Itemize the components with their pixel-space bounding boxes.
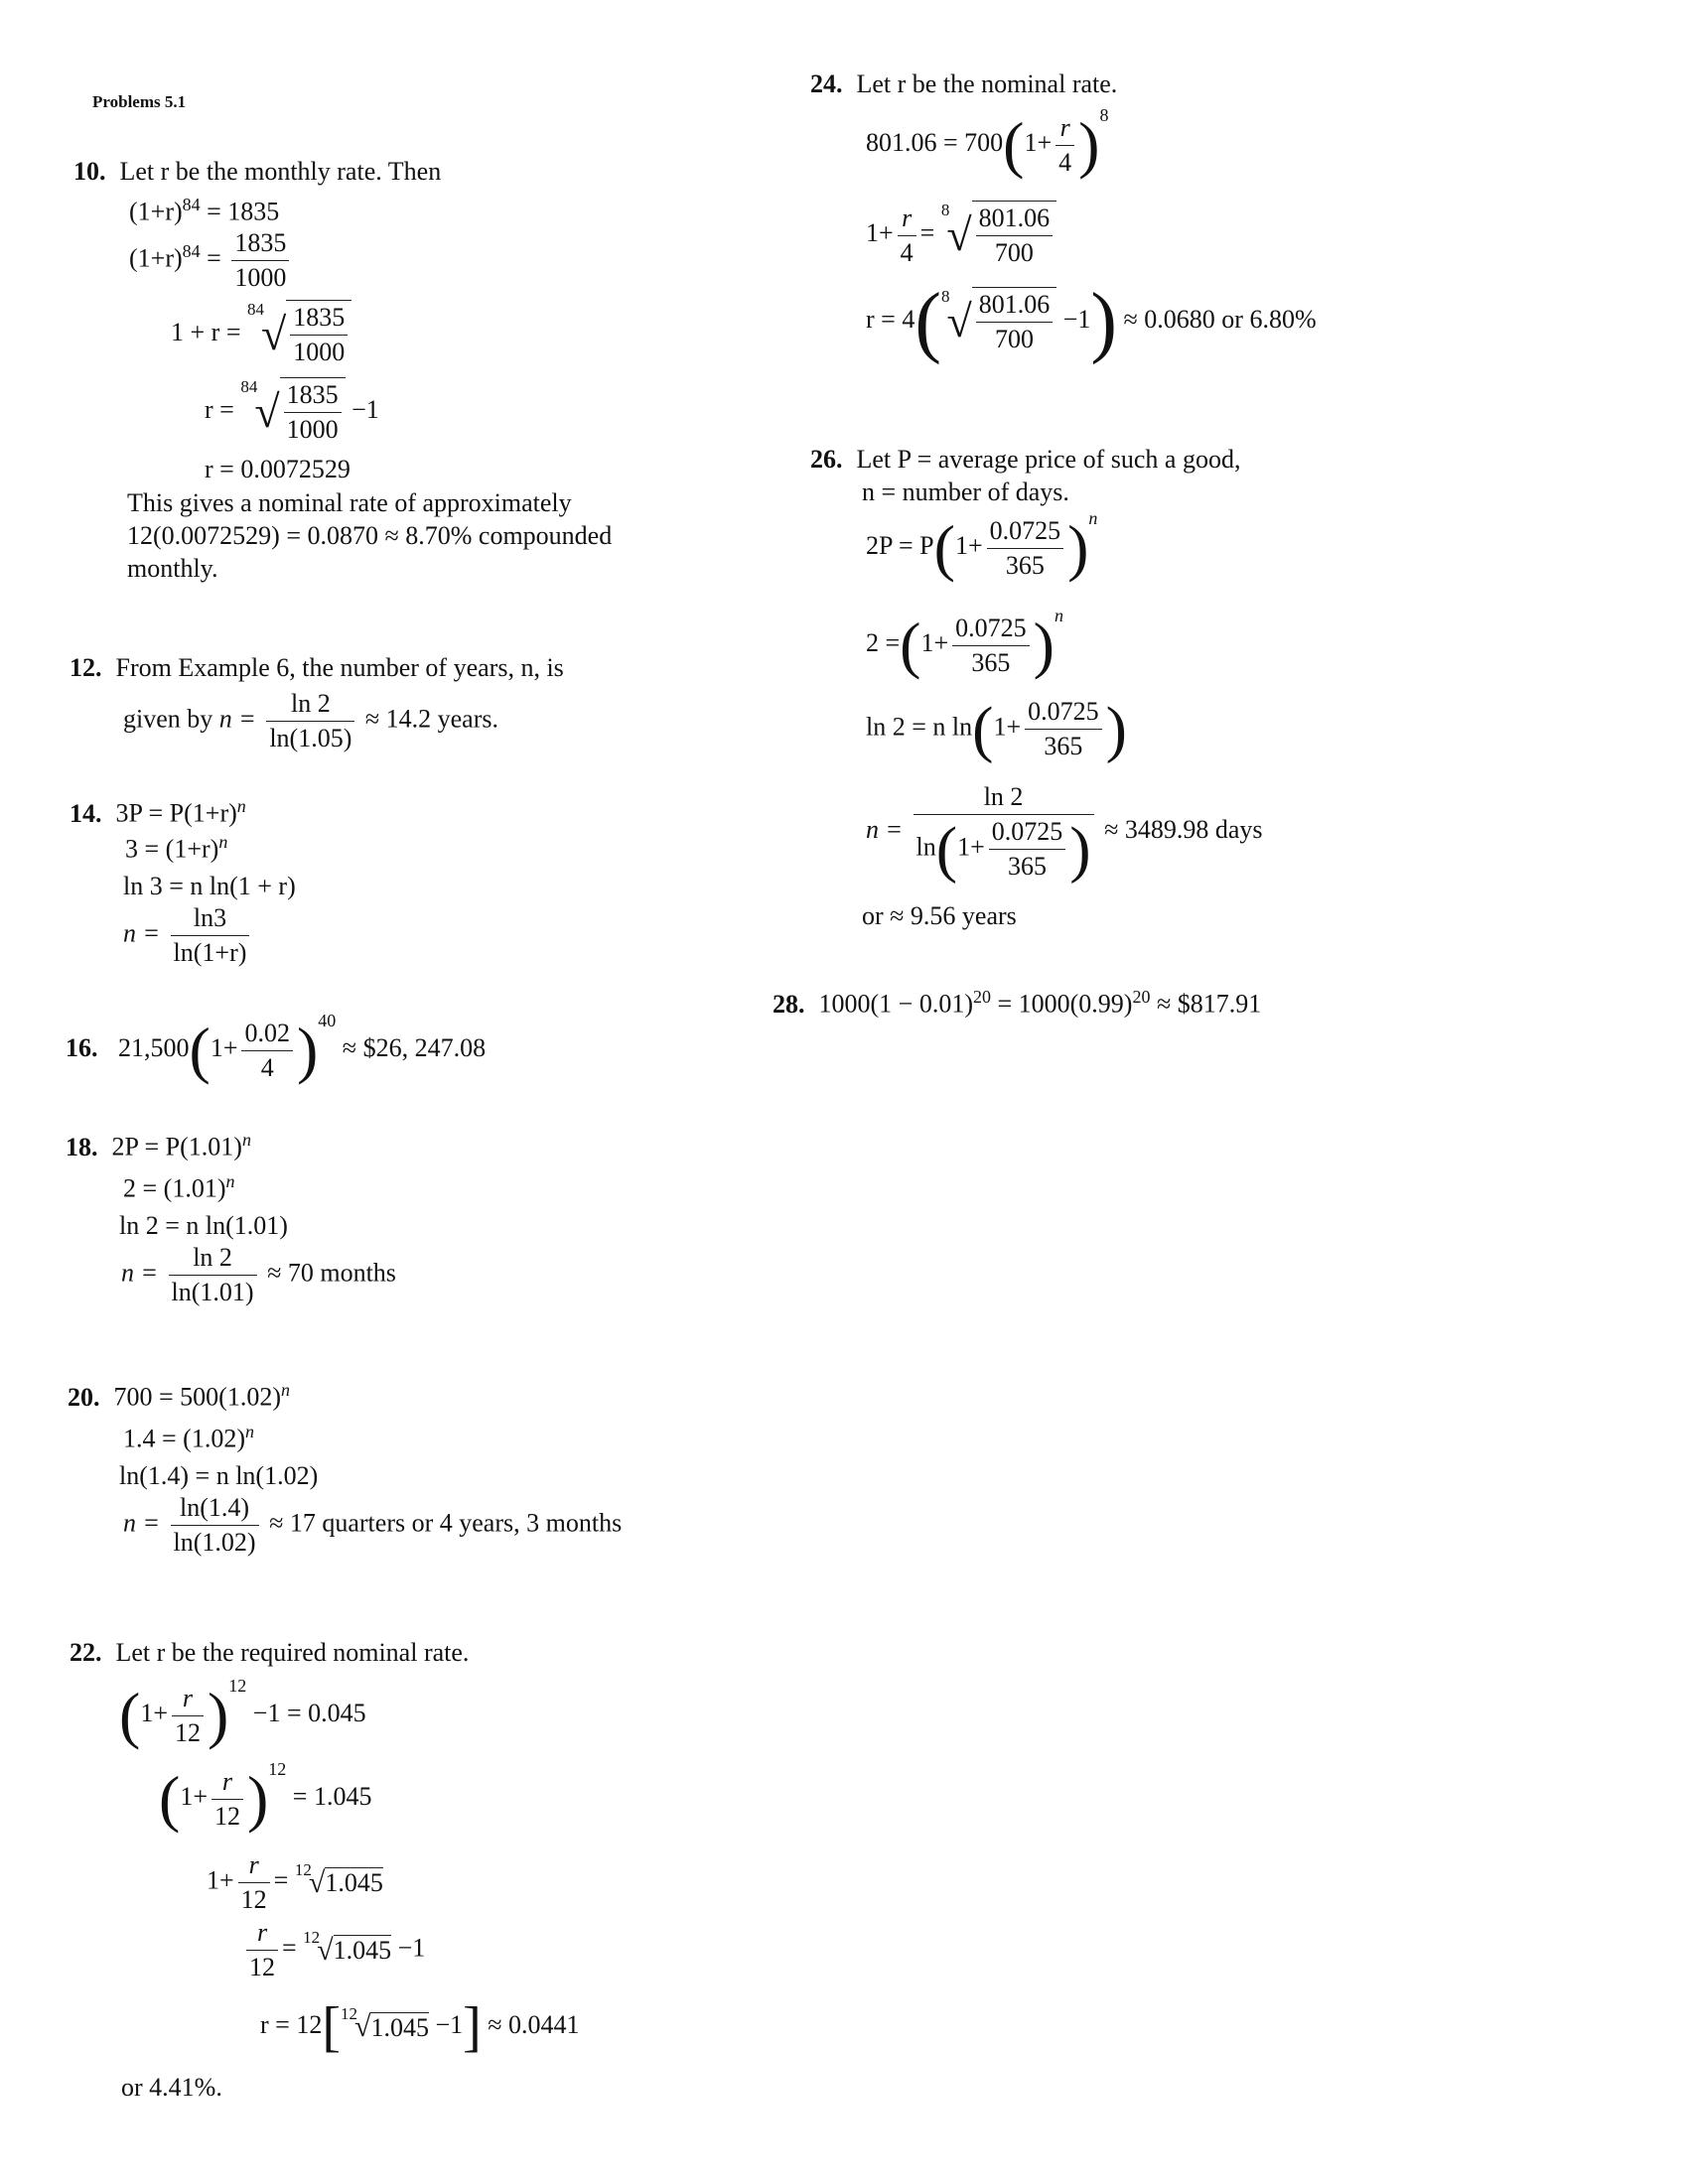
p24-eq2 xyxy=(866,201,1056,270)
p22-eq2-exp: 12 xyxy=(268,1759,287,1779)
problem-12-number: 12. xyxy=(70,653,102,682)
p24-eq2-rad-den: 700 xyxy=(994,238,1034,267)
p20-eq1-text: 700 = 500(1.02) xyxy=(113,1382,281,1412)
p16-den: 4 xyxy=(260,1052,274,1082)
p22-eq5-result: ≈ 0.0441 xyxy=(488,2009,580,2039)
p26-eq2-den: 365 xyxy=(971,647,1011,677)
page-header: Problems 5.1 xyxy=(92,92,187,111)
p26-result: ≈ 3489.98 days xyxy=(1104,814,1263,844)
p22-eq2-rhs: = 1.045 xyxy=(292,1782,372,1811)
p10-eq4-num: 1835 xyxy=(284,378,342,413)
p24-eq3-lhs: r = 4 xyxy=(866,304,915,334)
p14-eq2 xyxy=(125,832,227,865)
p24-eq2-root xyxy=(941,201,1056,270)
left-paren-icon: ( xyxy=(972,693,994,764)
p10-eq1-exp: 84 xyxy=(182,195,201,214)
p22-eq3-eq: = xyxy=(273,1865,295,1895)
p24-eq3-root-index: 8 xyxy=(940,287,950,306)
problem-10-text: Let r be the monthly rate. Then xyxy=(119,157,442,186)
p22-eq1-one-plus: 1+ xyxy=(140,1699,168,1727)
p12-n-eq: n = xyxy=(218,704,256,734)
p12-eq xyxy=(123,687,498,755)
p26-eq2-num: 0.0725 xyxy=(952,612,1030,646)
p22-eq1-num: r xyxy=(172,1682,204,1716)
p10-eq1-rhs: = 1835 xyxy=(207,197,280,226)
p22-eq4 xyxy=(242,1916,425,1984)
p26-eq2 xyxy=(866,606,1063,680)
right-paren-icon: ) xyxy=(1033,610,1055,681)
p26-eq3-den: 365 xyxy=(1044,732,1083,760)
p18-result: ≈ 70 months xyxy=(267,1258,396,1288)
p10-eq3-num: 1835 xyxy=(290,301,348,336)
p22-eq5-minus: −1 xyxy=(435,2009,464,2039)
p22-eq3-one-plus: 1+ xyxy=(207,1865,234,1895)
right-paren-icon: ) xyxy=(246,1763,269,1835)
p22-eq3-root xyxy=(295,1860,383,1906)
problem-24-number: 24. xyxy=(810,69,843,98)
p20-n-eq: n = xyxy=(123,1508,161,1538)
p14-eq3: ln 3 = n ln(1 + r) xyxy=(123,872,296,900)
p16-exp: 40 xyxy=(318,1011,337,1030)
p26-eq2-lhs: 2 = xyxy=(866,628,901,657)
right-paren-icon: ) xyxy=(207,1680,229,1751)
p18-num: ln 2 xyxy=(169,1241,257,1276)
p10-eq3-lhs: 1 + r = xyxy=(171,317,241,346)
p26-eq4-num: ln 2 xyxy=(914,780,1094,815)
p26-eq4-den xyxy=(914,815,1094,884)
left-paren-icon: ( xyxy=(119,1680,141,1751)
p26-eq4-den-den: 365 xyxy=(1008,852,1048,881)
p10-conclusion-line3: monthly. xyxy=(127,554,218,583)
p24-eq2-root-index: 8 xyxy=(940,201,950,219)
p22-eq1-den: 12 xyxy=(174,1717,201,1747)
p26-eq3-lhs: ln 2 = n ln xyxy=(866,712,973,742)
radical-sign-icon: √ xyxy=(308,1865,326,1899)
p24-eq1-exp: 8 xyxy=(1099,105,1109,125)
p26-eq2-exp: n xyxy=(1054,606,1063,625)
p24-eq2-rad-frac xyxy=(976,202,1054,270)
p22-eq5-lhs: r = 12 xyxy=(260,2009,323,2039)
left-paren-icon: ( xyxy=(933,512,955,584)
p26-eq1 xyxy=(866,508,1097,583)
p10-eq2: $(1+r)^{84}$ = $\frac{1835}{1000}$ xyxy=(129,226,293,295)
p22-eq3-radicand: 1.045 xyxy=(325,1868,383,1897)
problem-24-text: Let r be the nominal rate. xyxy=(856,69,1118,98)
p10-eq4-root-index: 84 xyxy=(240,377,258,396)
p26-eq4 xyxy=(866,780,1263,884)
p20-eq1 xyxy=(68,1374,290,1414)
p22-eq4-den: 12 xyxy=(249,1953,275,1981)
p10-eq3-den: 1000 xyxy=(293,338,346,366)
p26-eq2-one-plus: 1+ xyxy=(920,628,949,657)
p26-eq4-frac xyxy=(914,780,1094,884)
p24-eq3-rad-frac xyxy=(976,288,1054,356)
p28-exp2: 20 xyxy=(1132,987,1151,1007)
p10-result: r = 0.0072529 xyxy=(205,455,351,483)
p26-conclusion: or ≈ 9.56 years xyxy=(862,901,1017,930)
p14-eq4 xyxy=(123,901,253,970)
p22-eq2-frac xyxy=(211,1765,243,1834)
p16-one-plus: 1+ xyxy=(210,1033,238,1062)
left-bracket-icon: [ xyxy=(322,1996,341,2058)
p16-principal: 21,500 xyxy=(118,1033,190,1062)
problem-10-intro xyxy=(73,155,441,188)
p26-eq1-exp: n xyxy=(1088,508,1098,528)
p24-eq1-num: r xyxy=(1055,111,1074,146)
p12-given-by: given by xyxy=(123,704,213,734)
problem-12-intro xyxy=(70,651,564,684)
p20-eq2 xyxy=(123,1422,254,1454)
p24-result: ≈ 0.0680 or 6.80% xyxy=(1123,304,1317,334)
p20-eq3: ln(1.4) = n ln(1.02) xyxy=(119,1461,319,1490)
p24-eq1 xyxy=(866,105,1108,180)
p16-result: ≈ $26, 247.08 xyxy=(342,1033,487,1062)
left-paren-icon: ( xyxy=(1003,109,1025,181)
p22-eq4-minus: −1 xyxy=(397,1933,426,1963)
left-paren-icon: ( xyxy=(914,278,941,365)
p26-eq1-lhs: 2P = P xyxy=(866,531,934,560)
p28-lhs: 1000(1 − 0.01) xyxy=(818,989,973,1019)
p22-eq5 xyxy=(260,1995,580,2059)
p22-conclusion: or 4.41%. xyxy=(121,2073,222,2102)
p22-eq4-eq: = xyxy=(282,1933,304,1963)
p26-eq1-one-plus: 1+ xyxy=(954,531,983,560)
p18-eq4 xyxy=(121,1241,396,1309)
right-paren-icon: ) xyxy=(1069,813,1091,885)
p26-eq4-den-ln: ln xyxy=(915,832,936,862)
p22-eq4-root-index: 12 xyxy=(303,1927,321,1947)
p24-eq3-root xyxy=(941,287,1056,356)
p10-eq2-exp: 84 xyxy=(182,240,201,261)
p22-eq2-den: 12 xyxy=(213,1801,240,1831)
p22-eq5-root-index: 12 xyxy=(340,2004,357,2023)
problem-26-text-line1: Let P = average price of such a good, xyxy=(856,445,1241,474)
p22-eq4-num: r xyxy=(246,1916,278,1951)
p24-eq1-frac xyxy=(1055,111,1074,180)
p16-num: 0.02 xyxy=(241,1017,293,1051)
right-paren-icon: ) xyxy=(1090,278,1118,365)
p10-eq4-den: 1000 xyxy=(286,415,339,444)
p10-eq3 xyxy=(171,300,352,369)
p18-eq2-exp: n xyxy=(225,1171,235,1191)
p24-eq1-one-plus: 1+ xyxy=(1024,128,1053,157)
radical-sign-icon: √ xyxy=(317,1933,334,1967)
right-paren-icon: ) xyxy=(296,1015,319,1086)
p18-eq2-text: 2 = (1.01) xyxy=(123,1173,226,1203)
p24-eq2-rad-num: 801.06 xyxy=(976,202,1054,236)
p18-n-eq: n = xyxy=(121,1258,159,1288)
radical-sign-icon: √ xyxy=(260,309,287,359)
p22-eq1 xyxy=(119,1676,366,1750)
problem-10-number: 10. xyxy=(73,157,106,186)
p22-eq1-exp: 12 xyxy=(228,1676,247,1696)
p10-eq1-base: (1+r) xyxy=(129,197,183,226)
p24-eq2-frac xyxy=(898,202,916,270)
left-paren-icon: ( xyxy=(935,813,958,885)
p26-eq4-den-num: 0.0725 xyxy=(989,815,1066,850)
p18-eq1-exp: n xyxy=(241,1130,251,1150)
p10-conclusion-line2: 12(0.0072529) = 0.0870 ≈ 8.70% compounded xyxy=(127,521,613,550)
p20-eq2-text: 1.4 = (1.02) xyxy=(123,1424,245,1453)
p22-eq2-num: r xyxy=(211,1765,243,1800)
p10-eq4-root xyxy=(240,377,345,447)
p10-eq4-lhs: r = xyxy=(205,394,234,424)
problem-20-number: 20. xyxy=(68,1382,100,1412)
p14-eq2-exp: n xyxy=(218,832,228,852)
p22-eq5-radicand: 1.045 xyxy=(370,2012,429,2042)
p10-eq2-den: 1000 xyxy=(234,263,287,292)
p10-eq1 xyxy=(129,195,279,227)
p12-frac xyxy=(266,687,354,755)
p28-exp1: 20 xyxy=(972,987,991,1007)
p14-n-eq: n = xyxy=(123,918,161,948)
p10-eq3-root xyxy=(247,300,352,369)
p10-eq4-frac xyxy=(284,378,342,447)
p22-eq4-root xyxy=(303,1928,391,1974)
left-paren-icon: ( xyxy=(189,1015,211,1086)
p26-eq1-num: 0.0725 xyxy=(987,514,1064,549)
p22-eq3-num: r xyxy=(238,1848,270,1883)
p18-den: ln(1.01) xyxy=(171,1278,254,1306)
problem-22-number: 22. xyxy=(70,1638,102,1667)
p14-eq1-text: 3P = P(1+r) xyxy=(115,798,237,828)
problem-14-number: 14. xyxy=(70,798,102,828)
problem-22-text: Let r be the required nominal rate. xyxy=(115,1638,470,1667)
p16-frac xyxy=(241,1017,293,1085)
p16-eq xyxy=(66,1011,486,1085)
problem-12-text: From Example 6, the number of years, n, is xyxy=(115,653,564,682)
p14-eq1-exp: n xyxy=(236,796,246,816)
problem-28-number: 28. xyxy=(773,989,805,1019)
p10-eq3-frac xyxy=(290,301,348,369)
p10-eq2-num: 1835 xyxy=(231,226,289,261)
p22-eq3-root-index: 12 xyxy=(294,1859,312,1879)
p20-eq1-exp: n xyxy=(280,1380,290,1400)
p18-eq2 xyxy=(123,1171,234,1204)
p18-eq1-text: 2P = P(1.01) xyxy=(111,1132,242,1161)
p14-den: ln(1+r) xyxy=(173,938,247,967)
p26-eq1-den: 365 xyxy=(1005,550,1045,580)
problem-26-text-line2: n = number of days. xyxy=(862,478,1069,506)
p20-result: ≈ 17 quarters or 4 years, 3 months xyxy=(269,1508,623,1538)
p20-eq4 xyxy=(123,1491,622,1560)
p10-eq2-base: (1+r) xyxy=(129,243,183,273)
p14-eq2-text: 3 = (1+r) xyxy=(125,834,219,864)
p26-eq3-one-plus: 1+ xyxy=(993,712,1022,742)
p10-conclusion-line1: This gives a nominal rate of approximately xyxy=(127,488,572,517)
right-paren-icon: ) xyxy=(1067,512,1089,584)
p18-eq1 xyxy=(66,1124,251,1163)
p26-eq1-frac xyxy=(987,514,1064,583)
p24-eq3-rad-den: 700 xyxy=(994,325,1034,353)
p24-eq1-den: 4 xyxy=(1058,147,1072,177)
p20-num: ln(1.4) xyxy=(171,1491,259,1526)
p22-eq5-root xyxy=(341,2004,429,2050)
p22-eq4-frac xyxy=(246,1916,278,1984)
p24-eq3-rad-num: 801.06 xyxy=(976,288,1054,323)
p26-eq3 xyxy=(866,695,1127,763)
left-paren-icon: ( xyxy=(159,1763,181,1835)
p22-eq4-radicand: 1.045 xyxy=(333,1936,392,1965)
p26-eq3-frac xyxy=(1025,695,1102,763)
radical-sign-icon: √ xyxy=(254,386,280,437)
p12-num: ln 2 xyxy=(266,687,354,722)
left-paren-icon: ( xyxy=(900,610,921,681)
p10-eq2-frac xyxy=(231,226,289,295)
p10-eq4 xyxy=(205,377,379,447)
p26-n-eq: n = xyxy=(866,814,904,844)
problem-26-intro xyxy=(810,443,1240,508)
p22-eq3 xyxy=(207,1848,383,1917)
p24-eq2-one-plus: 1+ xyxy=(866,217,894,247)
p20-frac xyxy=(171,1491,259,1560)
p26-eq4-den-one-plus: 1+ xyxy=(957,832,985,862)
problem-26-number: 26. xyxy=(810,445,843,474)
p10-eq3-root-index: 84 xyxy=(246,300,264,319)
p26-eq4-den-frac xyxy=(989,815,1066,884)
p10-eq4-minus: −1 xyxy=(352,394,379,424)
radical-sign-icon: √ xyxy=(946,209,972,260)
p14-eq1 xyxy=(70,790,246,830)
right-paren-icon: ) xyxy=(1105,693,1127,764)
radical-sign-icon: √ xyxy=(353,2010,371,2043)
p28-result: ≈ $817.91 xyxy=(1150,989,1262,1019)
p10-conclusion xyxy=(127,486,612,585)
p22-eq2 xyxy=(159,1759,371,1834)
right-bracket-icon: ] xyxy=(463,1996,482,2058)
p24-eq2-eq: = xyxy=(919,217,935,247)
p20-den: ln(1.02) xyxy=(173,1528,256,1557)
p24-eq2-num: r xyxy=(898,202,916,236)
problem-18-number: 18. xyxy=(66,1132,98,1161)
p18-frac xyxy=(169,1241,257,1309)
p22-eq3-frac xyxy=(238,1848,270,1917)
p22-eq3-den: 12 xyxy=(240,1885,267,1914)
p22-eq2-one-plus: 1+ xyxy=(180,1782,208,1811)
p18-eq3: ln 2 = n ln(1.01) xyxy=(119,1211,288,1240)
p28-middle: = 1000(0.99) xyxy=(990,989,1133,1019)
p20-eq2-exp: n xyxy=(244,1422,254,1441)
p24-eq3 xyxy=(866,278,1317,365)
p24-eq2-den: 4 xyxy=(900,237,914,267)
p24-eq1-lhs: 801.06 = 700 xyxy=(866,128,1004,157)
p22-eq1-frac xyxy=(172,1682,204,1750)
p24-eq3-minus: −1 xyxy=(1062,304,1091,334)
problem-16-number: 16. xyxy=(66,1033,98,1062)
p12-result: ≈ 14.2 years. xyxy=(364,704,498,734)
p14-num: ln3 xyxy=(171,901,250,936)
radical-sign-icon: √ xyxy=(946,296,972,346)
p28-eq xyxy=(773,987,1261,1020)
p26-eq2-frac xyxy=(952,612,1030,680)
problem-24-intro xyxy=(810,68,1117,100)
p22-eq1-rhs: −1 = 0.045 xyxy=(252,1699,366,1727)
right-paren-icon: ) xyxy=(1078,109,1100,181)
p26-eq3-num: 0.0725 xyxy=(1025,695,1102,730)
p14-frac xyxy=(171,901,250,970)
p12-den: ln(1.05) xyxy=(269,724,352,752)
problem-22-intro xyxy=(70,1636,469,1669)
